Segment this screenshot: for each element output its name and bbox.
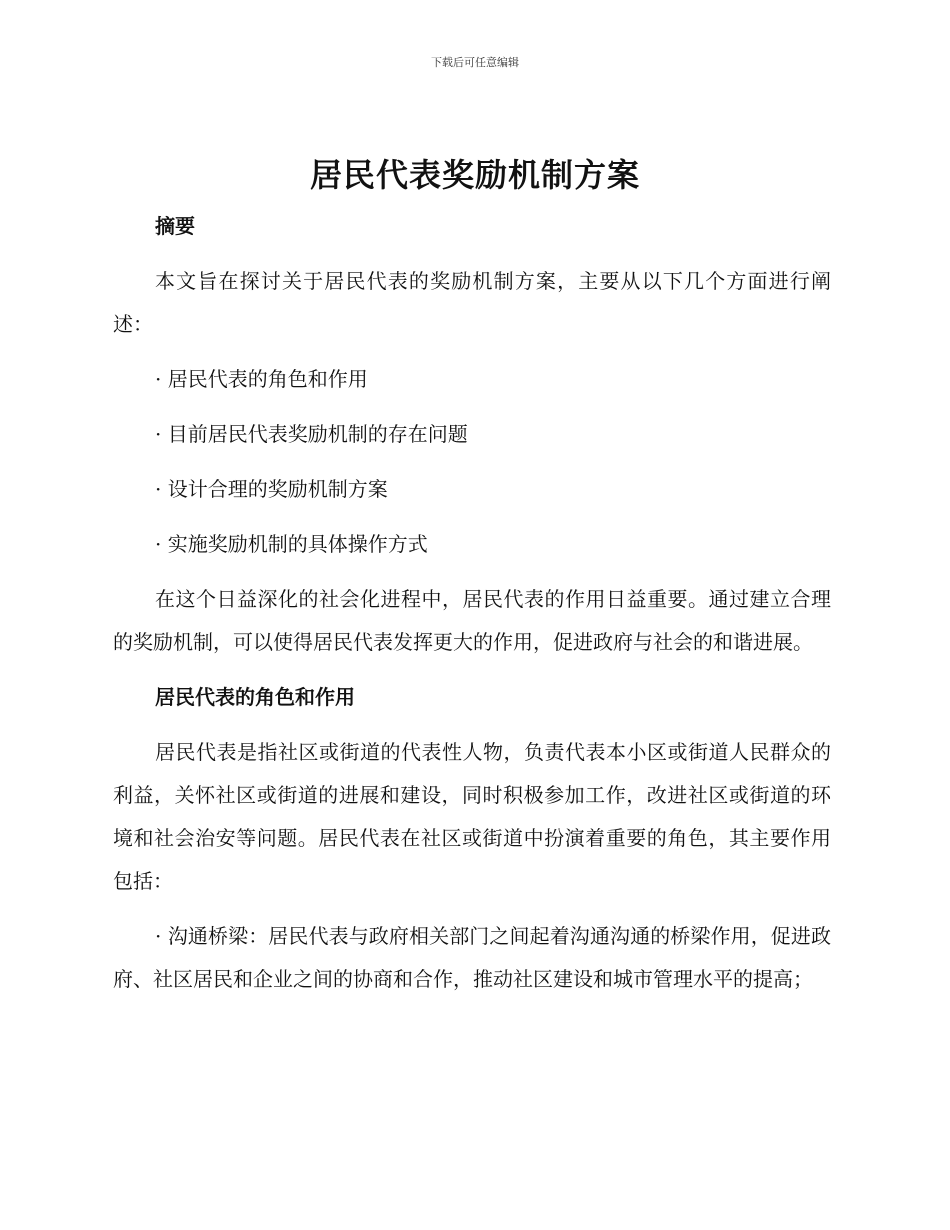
bullet-item: · 设计合理的奖励机制方案	[155, 477, 388, 501]
abstract-closing-paragraph: 在这个日益深化的社会化进程中，居民代表的作用日益重要。通过建立合理的奖励机制，可以使得居民代表发挥更大的作用，促进政府与社会的和谐进展。	[113, 587, 831, 654]
bullet-item: · 目前居民代表奖励机制的存在问题	[155, 422, 468, 446]
role-bullet-paragraph: · 沟通桥梁：居民代表与政府相关部门之间起着沟通沟通的桥梁作用，促进政府、社区居民和企业之间的协商和合作，推动社区建设和城市管理水平的提高；	[113, 924, 831, 991]
role-paragraph: 居民代表是指社区或街道的代表性人物，负责代表本小区或街道人民群众的利益，关怀社区或街道的进展和建设，同时积极参加工作，改进社区或街道的环境和社会治安等问题。居民代表在社区或街道中扮演着重要的角色，其主要作用包括：	[113, 740, 831, 893]
abstract-intro-paragraph: 本文旨在探讨关于居民代表的奖励机制方案，主要从以下几个方面进行阐述：	[113, 269, 831, 336]
header-note: 下载后可任意编辑	[431, 56, 519, 69]
role-heading: 居民代表的角色和作用	[155, 685, 355, 709]
bullet-item: · 实施奖励机制的具体操作方式	[155, 532, 428, 556]
abstract-heading: 摘要	[155, 214, 195, 238]
document-body	[113, 205, 831, 1013]
document-title: 居民代表奖励机制方案	[309, 156, 640, 194]
bullet-item: · 居民代表的角色和作用	[155, 367, 368, 391]
